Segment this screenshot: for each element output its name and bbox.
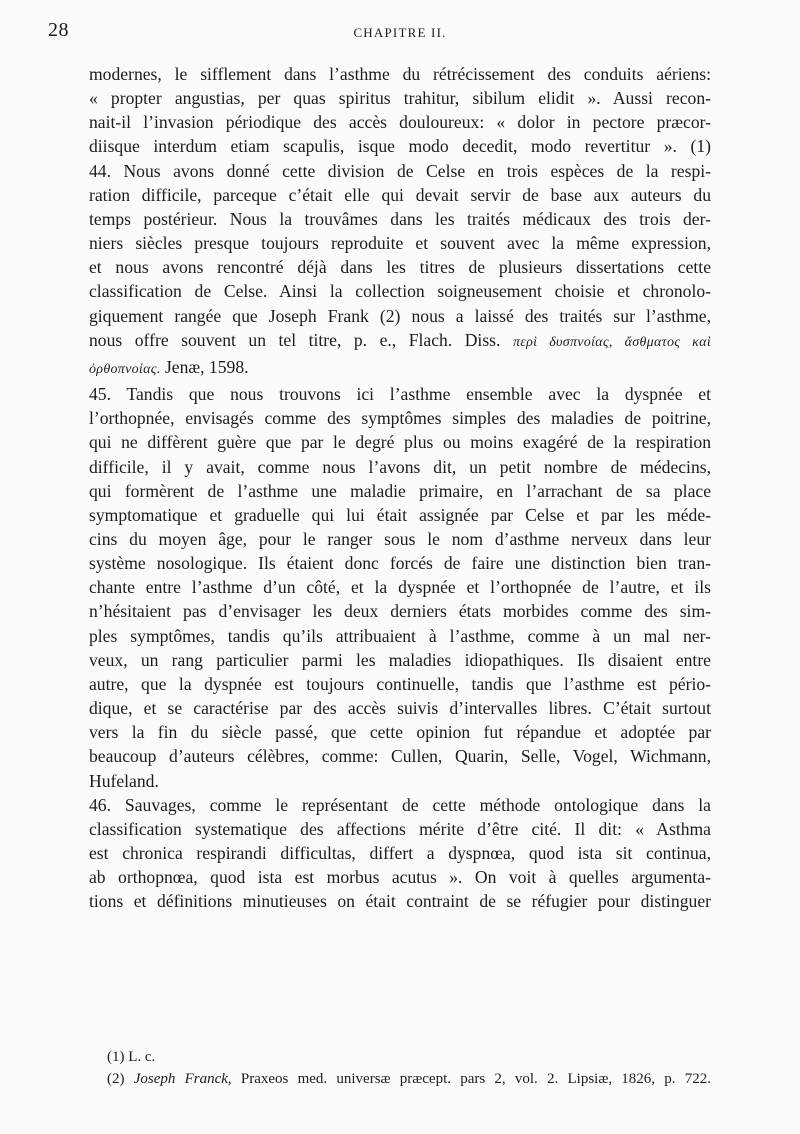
body-text xyxy=(89,62,711,913)
text-line: « propter angustias, per quas spiritus trahitur, sibilum elidit ». Aussi recon- xyxy=(89,88,711,109)
text-segment: nous offre souvent un tel titre, p. e., Flach. Diss. xyxy=(89,329,513,350)
greek-title: περὶ δυσπνοίας, ἄσθματος καὶ xyxy=(512,334,712,350)
text-line: système nosologique. Ils étaient donc forcés de faire une distinction bien tran- xyxy=(89,553,711,574)
text-line: ration difficile, parceque c’était elle qui devait servir de base aux auteurs du xyxy=(89,184,711,205)
text-line: beaucoup d’auteurs célèbres, comme: Cullen, Quarin, Selle, Vogel, Wichmann, xyxy=(89,746,711,767)
text-line: n’hésitaient pas d’envisager les deux derniers états morbides comme des sim- xyxy=(89,601,711,622)
running-head: CHAPITRE II. xyxy=(353,25,447,40)
text-line: chante entre l’asthme d’un côté, et la dyspnée et l’orthopnée de l’autre, et ils xyxy=(89,577,711,598)
page-number: 28 xyxy=(48,19,69,41)
footnote-citation: Praxeos med. universæ præcept. pars 2, vol. 2. Lipsiæ, 1826, p. 722. xyxy=(231,1071,711,1087)
text-line: modernes, le sifflement dans l’asthme du rétrécissement des conduits aériens: xyxy=(89,64,711,84)
text-line: symptomatique et graduelle qui lui était assignée par Celse et par les méde- xyxy=(89,504,711,525)
text-line: ab orthopnœa, quod ista est morbus acutus ». On voit à quelles argumenta- xyxy=(89,867,711,888)
text-segment: Jenæ, 1598. xyxy=(160,356,249,377)
text-line: ples symptômes, tandis qu’ils attribuaient à l’asthme, comme à un mal ner- xyxy=(89,625,711,646)
text-line: vers la fin du siècle passé, que cette opinion fut répandue et adoptée par xyxy=(89,722,711,743)
text-line: diisque interdum etiam scapulis, isque modo decedit, modo revertitur ». (1) xyxy=(89,136,711,157)
paragraph-45-start: 45. Tandis que nous trouvons ici l’asthme ensemble avec la dyspnée et xyxy=(89,384,711,405)
text-line: nait-il l’invasion périodique des accès douloureux: « dolor in pectore præcor- xyxy=(89,112,711,133)
text-line: est chronica respirandi difficultas, differt a dyspnœa, quod ista sit continua, xyxy=(89,843,711,863)
text-line: tions et définitions minutieuses on était contraint de se réfugier pour distinguer xyxy=(89,891,711,912)
text-line: qui ne diffèrent guère que par le degré plus ou moins exagéré de la respiration xyxy=(89,432,711,453)
text-line xyxy=(89,355,711,382)
text-line: niers siècles presque toujours reproduite et souvent avec la même expression, xyxy=(89,233,711,254)
greek-title: ὀρθοπνοίας. xyxy=(89,361,161,377)
text-line: classification de Celse. Ainsi la collection soigneusement choisie et chronolo- xyxy=(89,281,711,302)
text-line: l’orthopnée, envisagés comme des symptômes simples des maladies de poitrine, xyxy=(89,408,711,429)
text-line: dique, et se caractérise par des accès suivis d’intervalles libres. C’était surtout xyxy=(89,698,711,719)
text-line: qui formèrent de l’asthme une maladie primaire, en l’arrachant de sa place xyxy=(89,480,711,501)
paragraph-44-start: 44. Nous avons donné cette division de Celse en trois espèces de la respi- xyxy=(89,160,711,181)
text-line xyxy=(89,328,711,355)
paragraph-46-start: 46. Sauvages, comme le représentant de cette méthode ontologique dans la xyxy=(89,794,711,815)
text-line: veux, un rang particulier parmi les maladies idiopathiques. Ils disaient entre xyxy=(89,649,711,670)
footnote-number: (2) xyxy=(107,1071,134,1087)
text-line: temps postérieur. Nous la trouvâmes dans les traités médicaux des trois der- xyxy=(89,208,711,229)
footnote-1: (1) L. c. xyxy=(107,1049,156,1065)
text-line: giquement rangée que Joseph Frank (2) nous a laissé des traités sur l’asthme, xyxy=(89,305,711,326)
text-line: classification systematique des affections mérite d’être cité. Il dit: « Asthma xyxy=(89,818,711,839)
text-line: Hufeland. xyxy=(89,770,159,791)
text-line: autre, que la dyspnée est toujours continuelle, tandis que l’asthme est pério- xyxy=(89,673,711,694)
footnote-2 xyxy=(107,1068,711,1090)
footnote-author: Joseph Franck, xyxy=(133,1071,232,1087)
footnotes xyxy=(107,1046,711,1090)
text-line: difficile, il y avait, comme nous l’avons dit, un petit nombre de médecins, xyxy=(89,456,711,477)
text-line: et nous avons rencontré déjà dans les titres de plusieurs dissertations cette xyxy=(89,257,711,278)
text-line: cins du moyen âge, pour le ranger sous le nom d’asthme nerveux dans leur xyxy=(89,528,711,549)
